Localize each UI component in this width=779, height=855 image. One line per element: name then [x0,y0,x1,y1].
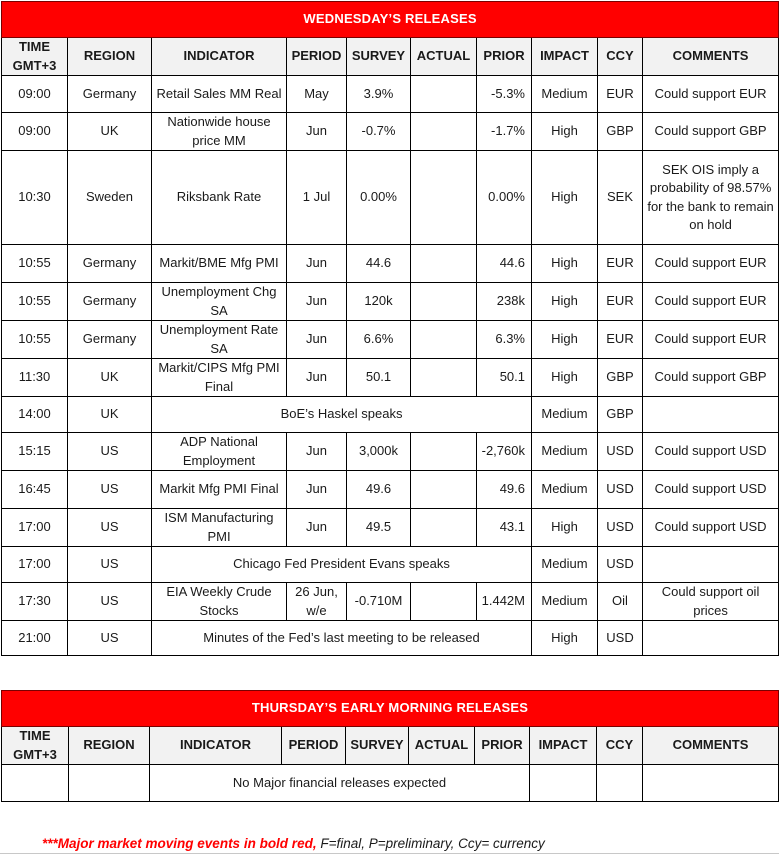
column-header-ccy: CCY [597,727,643,765]
cell-actual [411,433,477,471]
cell-ccy: EUR [598,321,643,359]
cell-event: Minutes of the Fed’s last meeting to be released [152,621,532,656]
cell-region [69,765,150,802]
cell-actual [411,471,477,509]
divider [0,853,779,854]
cell-comments: SEK OIS imply a probability of 98.57% for the bank to remain on hold [643,151,779,245]
cell-comments [643,547,779,583]
cell-ccy: EUR [598,76,643,113]
cell-prior: 0.00% [477,151,532,245]
footnote [42,836,545,851]
cell-survey: 3.9% [347,76,411,113]
table-row [2,509,779,547]
cell-comments [643,621,779,656]
cell-survey: 0.00% [347,151,411,245]
cell-actual [411,283,477,321]
cell-time: 10:55 [2,245,68,283]
cell-impact: High [532,621,598,656]
table-row [2,547,779,583]
column-header-comments: COMMENTS [643,727,779,765]
cell-survey: -0.7% [347,113,411,151]
thursday-title: THURSDAY’S EARLY MORNING RELEASES [2,691,779,727]
cell-time [2,765,69,802]
cell-impact: High [532,359,598,397]
cell-ccy [597,765,643,802]
cell-actual [411,76,477,113]
column-header-impact: IMPACT [532,38,598,76]
cell-prior: 49.6 [477,471,532,509]
cell-period: Jun [287,471,347,509]
table-row [2,151,779,245]
cell-prior: 6.3% [477,321,532,359]
cell-survey: 120k [347,283,411,321]
table-row [2,113,779,151]
cell-time: 09:00 [2,76,68,113]
wednesday-table-body [2,2,779,656]
cell-ccy: EUR [598,245,643,283]
cell-impact: Medium [532,583,598,621]
cell-prior: 43.1 [477,509,532,547]
cell-period: Jun [287,283,347,321]
cell-time: 10:55 [2,283,68,321]
table-row [2,433,779,471]
cell-period: 1 Jul [287,151,347,245]
cell-actual [411,113,477,151]
cell-region: UK [68,397,152,433]
cell-prior: 1.442M [477,583,532,621]
cell-actual [411,245,477,283]
cell-event: BoE’s Haskel speaks [152,397,532,433]
column-header-row [2,727,779,765]
cell-impact: Medium [532,433,598,471]
wednesday-title: WEDNESDAY’S RELEASES [2,2,779,38]
table-row [2,471,779,509]
cell-indicator: Unemployment Rate SA [152,321,287,359]
cell-indicator: Riksbank Rate [152,151,287,245]
table-row [2,76,779,113]
cell-comments: Could support GBP [643,359,779,397]
cell-prior: -5.3% [477,76,532,113]
cell-ccy: GBP [598,359,643,397]
column-header-survey: SURVEY [347,38,411,76]
cell-time: 14:00 [2,397,68,433]
table-row [2,397,779,433]
cell-comments: Could support GBP [643,113,779,151]
cell-survey: 49.5 [347,509,411,547]
column-header-actual: ACTUAL [409,727,475,765]
cell-time: 17:30 [2,583,68,621]
cell-time: 21:00 [2,621,68,656]
cell-impact: High [532,509,598,547]
cell-time: 11:30 [2,359,68,397]
cell-event: No Major financial releases expected [150,765,530,802]
cell-region: US [68,471,152,509]
cell-period: 26 Jun, w/e [287,583,347,621]
column-header-impact: IMPACT [530,727,597,765]
cell-region: Sweden [68,151,152,245]
table-row [2,359,779,397]
cell-period: Jun [287,509,347,547]
cell-ccy: Oil [598,583,643,621]
cell-period: Jun [287,433,347,471]
cell-period: Jun [287,245,347,283]
cell-time: 10:30 [2,151,68,245]
cell-region: UK [68,113,152,151]
column-header-region: REGION [69,727,150,765]
cell-comments: Could support USD [643,471,779,509]
column-header-indicator: INDICATOR [150,727,282,765]
cell-prior: 50.1 [477,359,532,397]
cell-region: UK [68,359,152,397]
cell-survey: 3,000k [347,433,411,471]
cell-time: 15:15 [2,433,68,471]
cell-indicator: ADP National Employment [152,433,287,471]
cell-ccy: USD [598,471,643,509]
cell-ccy: USD [598,433,643,471]
column-header-prior: PRIOR [477,38,532,76]
cell-comments: Could support EUR [643,321,779,359]
cell-prior: 238k [477,283,532,321]
cell-ccy: SEK [598,151,643,245]
cell-survey: 50.1 [347,359,411,397]
cell-ccy: USD [598,509,643,547]
cell-region: US [68,547,152,583]
cell-ccy: GBP [598,113,643,151]
cell-region: Germany [68,321,152,359]
column-header-actual: ACTUAL [411,38,477,76]
cell-impact: Medium [532,76,598,113]
cell-impact: Medium [532,397,598,433]
cell-impact: High [532,321,598,359]
cell-region: US [68,583,152,621]
cell-survey: 6.6% [347,321,411,359]
cell-time: 16:45 [2,471,68,509]
column-header-time: TIME GMT+3 [2,727,69,765]
column-header-comments: COMMENTS [643,38,779,76]
cell-comments: Could support EUR [643,245,779,283]
cell-prior: 44.6 [477,245,532,283]
footnote-highlight: ***Major market moving events in bold red, [42,836,317,851]
cell-period: May [287,76,347,113]
cell-ccy: EUR [598,283,643,321]
cell-survey: 44.6 [347,245,411,283]
cell-ccy: USD [598,547,643,583]
thursday-table-body [2,691,779,802]
cell-period: Jun [287,359,347,397]
column-header-prior: PRIOR [475,727,530,765]
cell-time: 17:00 [2,547,68,583]
column-header-indicator: INDICATOR [152,38,287,76]
cell-region: Germany [68,245,152,283]
cell-indicator: EIA Weekly Crude Stocks [152,583,287,621]
column-header-period: PERIOD [282,727,346,765]
cell-indicator: Unemployment Chg SA [152,283,287,321]
table-row [2,283,779,321]
cell-prior: -2,760k [477,433,532,471]
cell-actual [411,509,477,547]
column-header-row [2,38,779,76]
table-row [2,321,779,359]
cell-impact: High [532,151,598,245]
cell-time: 17:00 [2,509,68,547]
cell-indicator: Retail Sales MM Real [152,76,287,113]
cell-comments: Could support USD [643,433,779,471]
thursday-releases-table [1,690,779,802]
cell-actual [411,321,477,359]
cell-comments: Could support EUR [643,283,779,321]
cell-impact: High [532,113,598,151]
cell-impact: High [532,283,598,321]
cell-indicator: Nationwide house price MM [152,113,287,151]
cell-indicator: ISM Manufacturing PMI [152,509,287,547]
table-row [2,765,779,802]
cell-actual [411,151,477,245]
footnote-legend: F=final, P=preliminary, Ccy= currency [316,836,545,851]
cell-region: US [68,621,152,656]
cell-indicator: Markit/BME Mfg PMI [152,245,287,283]
cell-region: Germany [68,76,152,113]
cell-impact: Medium [532,547,598,583]
column-header-survey: SURVEY [346,727,409,765]
cell-period: Jun [287,113,347,151]
cell-region: Germany [68,283,152,321]
cell-actual [411,359,477,397]
cell-indicator: Markit/CIPS Mfg PMI Final [152,359,287,397]
wednesday-releases-table [1,1,779,656]
cell-indicator: Markit Mfg PMI Final [152,471,287,509]
cell-actual [411,583,477,621]
cell-comments [643,765,779,802]
table-row [2,583,779,621]
cell-impact [530,765,597,802]
cell-impact: High [532,245,598,283]
cell-ccy: USD [598,621,643,656]
cell-impact: Medium [532,471,598,509]
cell-region: US [68,433,152,471]
column-header-period: PERIOD [287,38,347,76]
cell-survey: -0.710M [347,583,411,621]
cell-event: Chicago Fed President Evans speaks [152,547,532,583]
cell-comments [643,397,779,433]
cell-comments: Could support USD [643,509,779,547]
column-header-region: REGION [68,38,152,76]
table-row [2,245,779,283]
cell-survey: 49.6 [347,471,411,509]
cell-time: 10:55 [2,321,68,359]
column-header-ccy: CCY [598,38,643,76]
cell-period: Jun [287,321,347,359]
cell-prior: -1.7% [477,113,532,151]
table-row [2,621,779,656]
cell-time: 09:00 [2,113,68,151]
cell-comments: Could support EUR [643,76,779,113]
cell-ccy: GBP [598,397,643,433]
cell-region: US [68,509,152,547]
column-header-time: TIME GMT+3 [2,38,68,76]
cell-comments: Could support oil prices [643,583,779,621]
